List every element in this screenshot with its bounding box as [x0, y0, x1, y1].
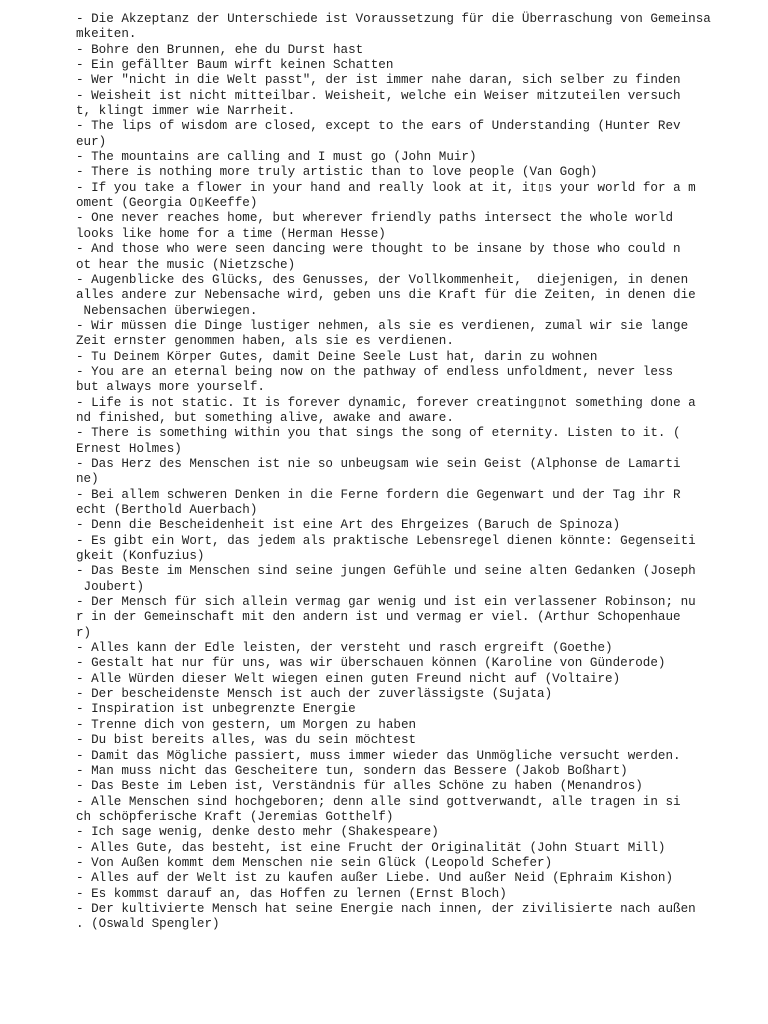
text-line: - Life is not static. It is forever dynamic, forever creating▯not something done a [76, 395, 696, 410]
text-line: - There is nothing more truly artistic than to love people (Van Gogh) [76, 165, 598, 180]
text-line: Joubert) [76, 579, 145, 594]
text-line: - Alle Menschen sind hochgeboren; denn alle sind gottverwandt, alle tragen in si [76, 794, 681, 809]
text-line: - Bei allem schweren Denken in die Ferne fordern die Gegenwart und der Tag ihr R [76, 487, 681, 502]
text-line: - Der kultivierte Mensch hat seine Energie nach innen, der zivilisierte nach außen [76, 901, 696, 916]
text-line: - There is something within you that sings the song of eternity. Listen to it. ( [76, 426, 681, 441]
text-line: oment (Georgia O▯Keeffe) [76, 196, 258, 211]
text-line: - If you take a flower in your hand and really look at it, it▯s your world for a m [76, 180, 696, 195]
text-line: t, klingt immer wie Narrheit. [76, 104, 296, 119]
text-line: - Das Beste im Leben ist, Verständnis für alles Schöne zu haben (Menandros) [76, 779, 643, 794]
text-line: r) [76, 625, 92, 640]
text-line: - Weisheit ist nicht mitteilbar. Weisheit, welche ein Weiser mitzuteilen versuch [76, 88, 681, 103]
text-line: - Trenne dich von gestern, um Morgen zu haben [76, 717, 417, 732]
text-line: - One never reaches home, but wherever friendly paths intersect the whole world [76, 211, 674, 226]
text-line: - Wir müssen die Dinge lustiger nehmen, als sie es verdienen, zumal wir sie lange [76, 318, 689, 333]
text-line: - Alles auf der Welt ist zu kaufen außer Liebe. Und außer Neid (Ephraim Kishon) [76, 871, 674, 886]
text-line: - Das Herz des Menschen ist nie so unbeugsam wie sein Geist (Alphonse de Lamarti [76, 456, 681, 471]
text-line: echt (Berthold Auerbach) [76, 503, 258, 517]
text-line: - Alle Würden dieser Welt wiegen einen guten Freund nicht auf (Voltaire) [76, 671, 621, 686]
text-line: - Bohre den Brunnen, ehe du Durst hast [76, 42, 364, 57]
text-line: - The mountains are calling and I must go (John Muir) [76, 150, 477, 165]
text-line: ot hear the music (Nietzsche) [76, 257, 296, 272]
text-line: - The lips of wisdom are closed, except to the ears of Understanding (Hunter Rev [76, 119, 681, 134]
text-line: but always more yourself. [76, 380, 265, 395]
text-line: Zeit ernster genommen haben, als sie es verdienen. [76, 334, 454, 349]
text-line: - Du bist bereits alles, was du sein möchtest [76, 733, 417, 748]
text-line: ne) [76, 472, 99, 487]
text-line: . (Oswald Spengler) [76, 917, 220, 932]
text-line: - Es gibt ein Wort, das jedem als praktische Lebensregel dienen könnte: Gegenseiti [76, 533, 696, 548]
text-line: - Das Beste im Menschen sind seine jungen Gefühle und seine alten Gedanken (Joseph [76, 564, 696, 579]
text-line: - You are an eternal being now on the pathway of endless unfoldment, never less [76, 364, 674, 379]
text-line: - Ich sage wenig, denke desto mehr (Shakespeare) [76, 825, 439, 840]
text-line: - Wer "nicht in die Welt passt", der ist immer nahe daran, sich selber zu finden [76, 73, 681, 88]
text-line: - Denn die Bescheidenheit ist eine Art des Ehrgeizes (Baruch de Spinoza) [76, 518, 621, 533]
text-line: - Die Akzeptanz der Unterschiede ist Voraussetzung für die Überraschung von Gemeinsa [76, 12, 711, 26]
text-line: - Von Außen kommt dem Menschen nie sein Glück (Leopold Schefer) [76, 855, 553, 870]
text-line: - Es kommst darauf an, das Hoffen zu lernen (Ernst Bloch) [76, 886, 507, 901]
document-text [76, 12, 716, 933]
text-line: - Der bescheidenste Mensch ist auch der zuverlässigste (Sujata) [76, 687, 553, 702]
text-line: mkeiten. [76, 27, 137, 42]
text-line: - Augenblicke des Glücks, des Genusses, der Vollkommenheit, diejenigen, in denen [76, 272, 689, 287]
text-line: Nebensachen überwiegen. [76, 303, 258, 318]
text-line: - Ein gefällter Baum wirft keinen Schatten [76, 58, 394, 73]
text-line: - Alles Gute, das besteht, ist eine Frucht der Originalität (John Stuart Mill) [76, 840, 666, 855]
text-line: - Inspiration ist unbegrenzte Energie [76, 702, 356, 717]
text-line: eur) [76, 134, 107, 149]
text-line: - Der Mensch für sich allein vermag gar wenig und ist ein verlassener Robinson; nu [76, 595, 696, 610]
text-line: - Tu Deinem Körper Gutes, damit Deine Seele Lust hat, darin zu wohnen [76, 349, 598, 364]
text-line: - Damit das Mögliche passiert, muss immer wieder das Unmögliche versucht werden. [76, 748, 681, 763]
text-line: - Man muss nicht das Gescheitere tun, sondern das Bessere (Jakob Boßhart) [76, 763, 628, 778]
text-line: nd finished, but something alive, awake and aware. [76, 410, 454, 425]
text-line: - Gestalt hat nur für uns, was wir überschauen können (Karoline von Günderode) [76, 656, 666, 671]
text-line: r in der Gemeinschaft mit den andern ist und vermag er viel. (Arthur Schopenhaue [76, 610, 681, 625]
text-line: gkeit (Konfuzius) [76, 549, 205, 564]
text-line: Ernest Holmes) [76, 441, 182, 456]
text-line: - And those who were seen dancing were thought to be insane by those who could n [76, 242, 681, 257]
text-line: ch schöpferische Kraft (Jeremias Gotthelf) [76, 809, 394, 824]
text-line: alles andere zur Nebensache wird, geben uns die Kraft für die Zeiten, in denen die [76, 288, 696, 303]
text-line: looks like home for a time (Herman Hesse) [76, 226, 386, 241]
text-line: - Alles kann der Edle leisten, der versteht und rasch ergreift (Goethe) [76, 641, 613, 656]
